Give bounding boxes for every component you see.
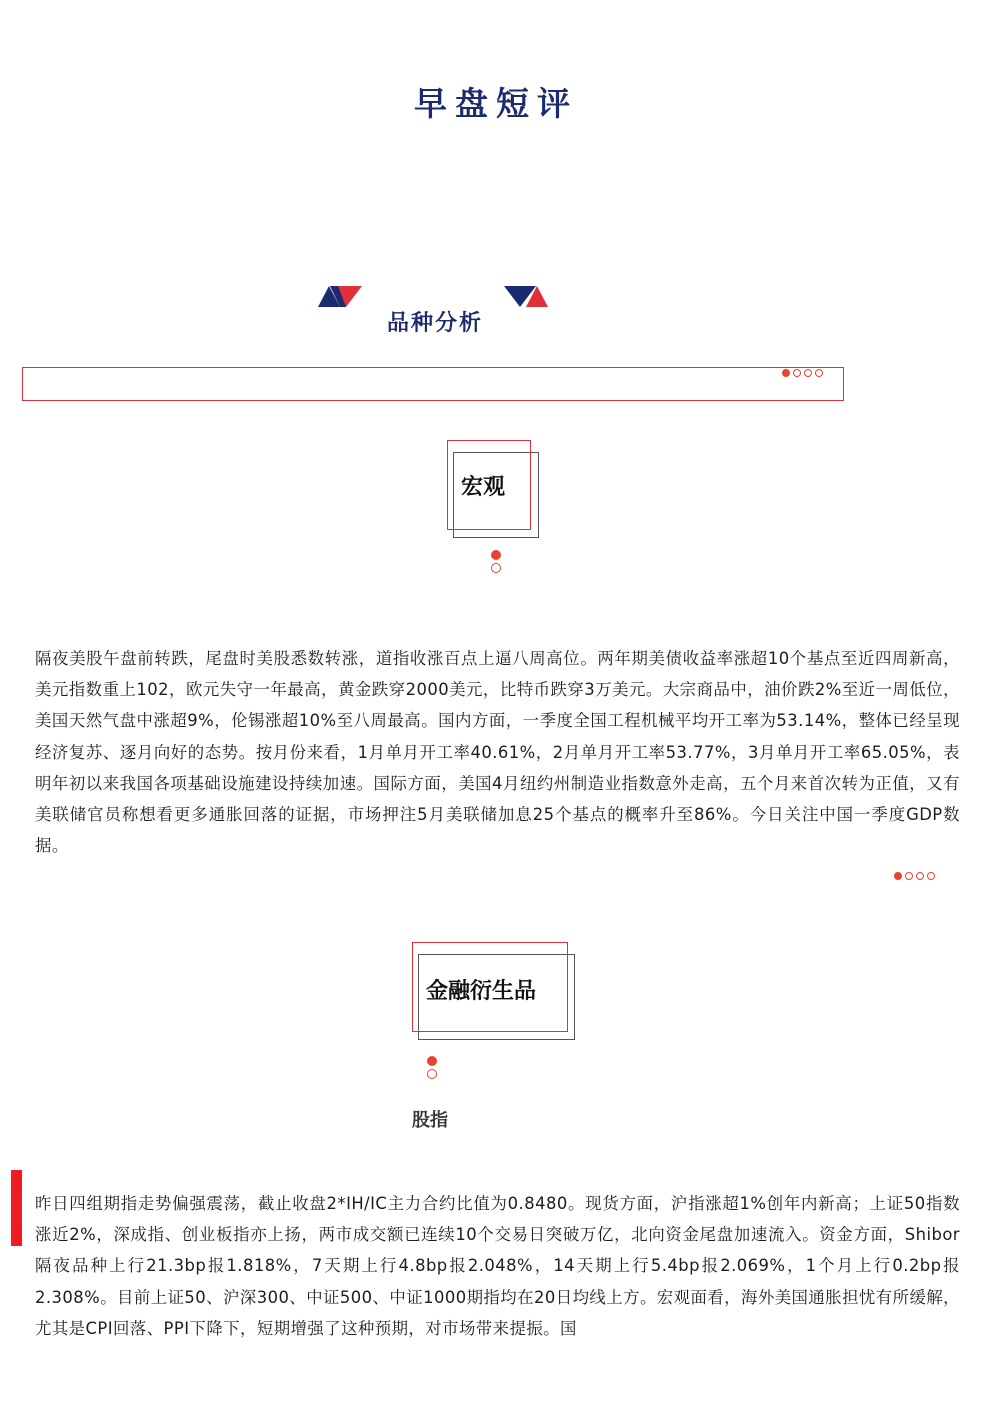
banner-frame <box>22 367 844 401</box>
macro-tag <box>447 440 542 540</box>
page-title: 早盘短评 <box>414 84 578 123</box>
dot-indicator-icon <box>427 1056 437 1079</box>
macro-tag-label: 宏观 <box>461 475 506 500</box>
dot-indicator-icon <box>782 369 823 377</box>
subsection-title: 股指 <box>412 1110 448 1131</box>
derivatives-tag-label: 金融衍生品 <box>426 979 537 1004</box>
macro-paragraph: 隔夜美股午盘前转跌，尾盘时美股悉数转涨，道指收涨百点上逼八周高位。两年期美债收益率涨超10个基点至近四周新高，美元指数重上102，欧元失守一年最高，黄金跌穿2000美元，比特币跌穿3万美元。大宗商品中，油价跌2%至近一周低位，美国天然气盘中涨超9%，伦锡涨超10%至八周最高。国内方面，一季度全国工程机械平均开工率为53.14%，整体已经呈现经济复苏、逐月向好的态势。按月份来看，1月单月开工率40.61%，2月单月开工率53.77%，3月单月开工率65.05%，表明年初以来我国各项基础设施建设持续加速。国际方面，美国4月纽约州制造业指数意外走高，五个月来首次转为正值，又有美联储官员称想看更多通胀回落的证据，市场押注5月美联储加息25个基点的概率升至86%。今日关注中国一季度GDP数据。 <box>35 649 960 856</box>
section-heading: 品种分析 <box>386 311 483 336</box>
index-futures-paragraph: 昨日四组期指走势偏强震荡，截止收盘2*IH/IC主力合约比值为0.8480。现货方面，沪指涨超1%创年内新高；上证50指数涨近2%，深成指、创业板指亦上扬，两市成交额已连续10个交易日突破万亿，北向资金尾盘加速流入。资金方面，Shibor隔夜品种上行21.3bp报1.818%，7天期上行4.8bp报2.048%，14天期上行5.4bp报2.069%，1个月上行0.2bp报2.308%。目前上证50、沪深300、中证500、中证1000期指均在20日均线上方。宏观面看，海外美国通胀担忧有所缓解，尤其是CPI回落、PPI下降下，短期增强了这种预期，对市场带来提振。国 <box>35 1194 960 1338</box>
accent-bar <box>11 1170 22 1246</box>
triangle-pair-icon <box>504 286 548 310</box>
dot-indicator-icon <box>491 550 501 573</box>
triangle-pair-icon <box>318 286 362 310</box>
dot-indicator-icon <box>894 872 935 880</box>
derivatives-tag <box>412 942 577 1042</box>
